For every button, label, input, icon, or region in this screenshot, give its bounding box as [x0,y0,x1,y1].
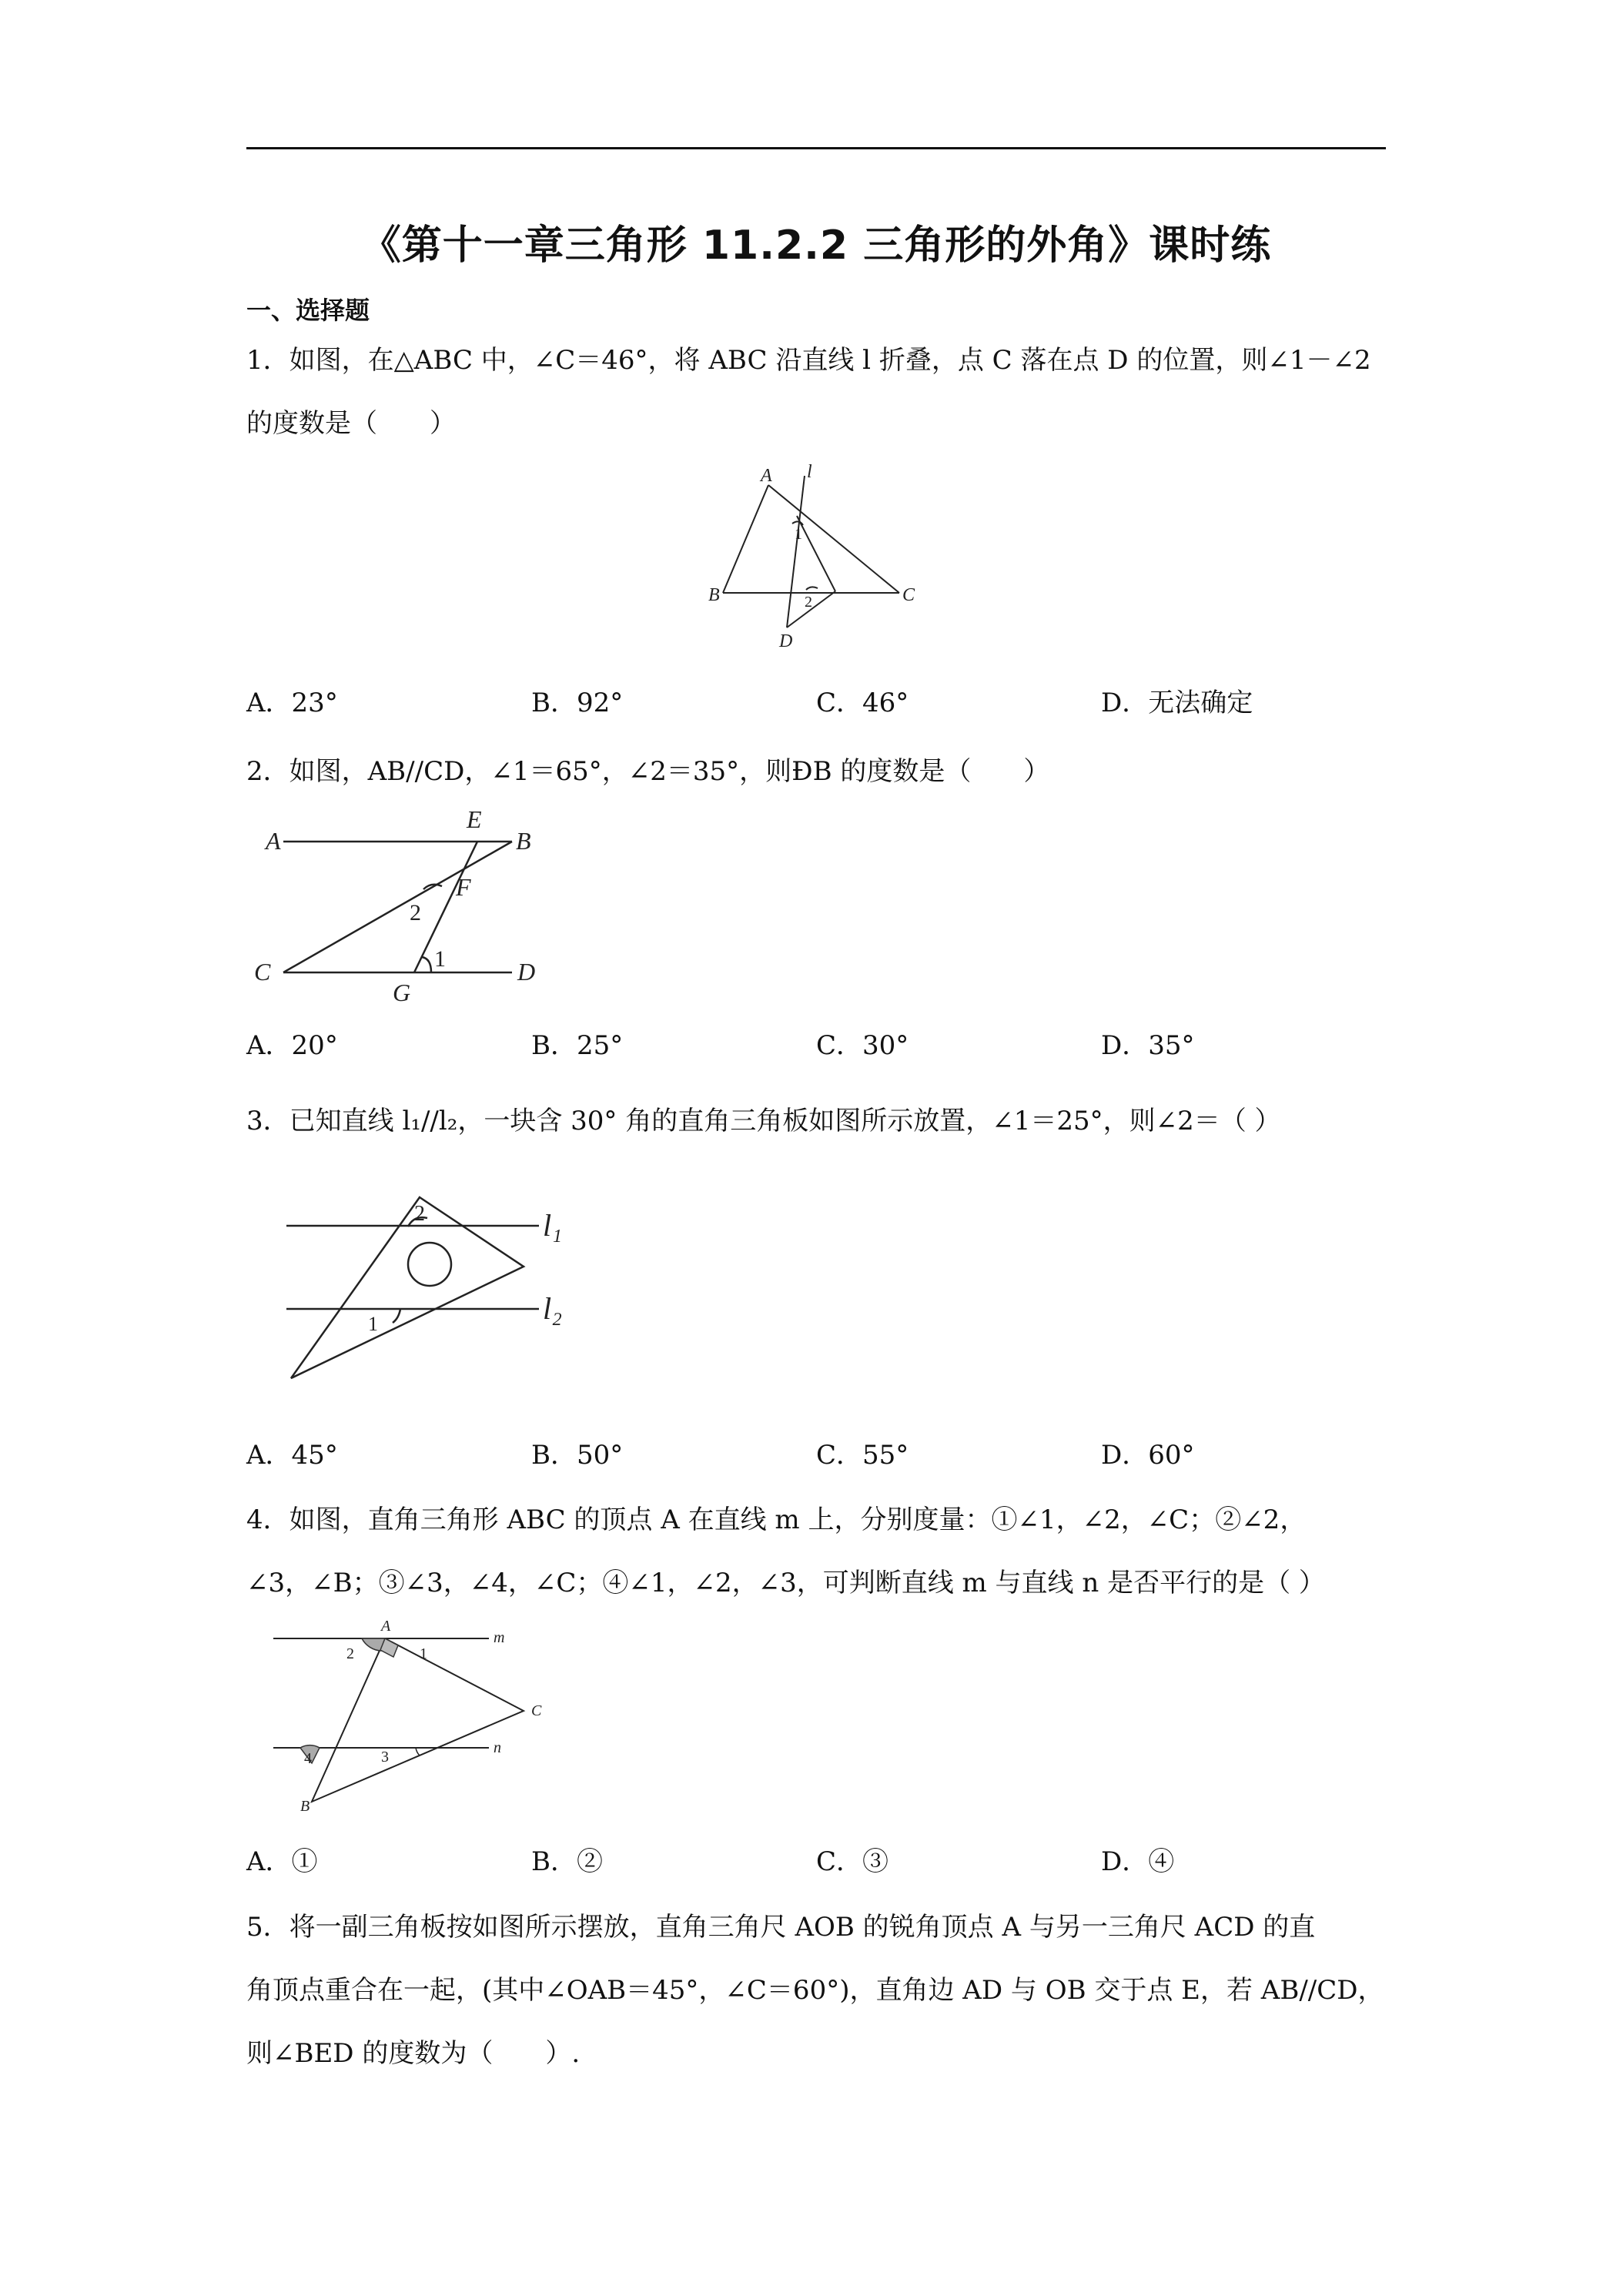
question-1-line-2: 的度数是（ ） [246,408,456,439]
q1-label-d: D [779,631,793,651]
question-2-line-1: 2．如图，AB//CD，∠1＝65°，∠2＝35°，则ÐB 的度数是（ ） [246,756,1050,787]
q3-option-c[interactable]: C．55° [816,1440,909,1471]
question-5-line-3: 则∠BED 的度数为（ ）. [246,2038,581,2069]
q1-label-l: l [807,462,812,482]
q4-option-a[interactable]: A．① [246,1846,318,1877]
q4-option-b[interactable]: B．② [531,1846,603,1877]
question-5-line-1: 5．将一副三角板按如图所示摆放，直角三角尺 AOB 的锐角顶点 A 与另一三角尺 ACD 的直 [246,1912,1316,1943]
q3-label-2: 2 [414,1202,425,1226]
q2-option-c[interactable]: C．30° [816,1030,909,1061]
q2-label-d: D [517,958,536,986]
question-3-line-1: 3．已知直线 l₁//l₂，一块含 30° 角的直角三角板如图所示放置，∠1＝25°，则∠2＝（ ） [246,1106,1281,1136]
q2-label-e: E [467,805,482,833]
q2-option-d[interactable]: D．35° [1101,1030,1195,1061]
q3-label-1: 1 [368,1313,378,1335]
q4-label-3: 3 [381,1749,389,1766]
q4-label-c: C [531,1702,542,1719]
q2-label-a: A [266,827,281,855]
q1-option-c[interactable]: C．46° [816,688,909,718]
header-rule [246,147,1386,149]
q3-label-l2: l₂ [543,1291,563,1326]
question-3-figure [277,1178,585,1386]
q2-label-2: 2 [410,900,421,925]
q2-label-1: 1 [434,946,446,972]
q4-label-n: n [494,1739,501,1756]
q3-label-l1: l₁ [543,1208,563,1243]
q3-option-b[interactable]: B．50° [531,1440,624,1471]
q2-label-f: F [456,873,471,901]
q4-label-4: 4 [304,1750,312,1767]
q1-option-d[interactable]: D．无法确定 [1101,688,1253,718]
q1-label-c: C [902,585,915,605]
q3-option-a[interactable]: A．45° [246,1440,338,1471]
q3-option-d[interactable]: D．60° [1101,1440,1195,1471]
q1-option-b[interactable]: B．92° [531,688,624,718]
q4-label-m: m [494,1629,505,1646]
q1-label-2: 2 [805,594,812,611]
q2-option-b[interactable]: B．25° [531,1030,624,1061]
q4-label-a: A [381,1618,391,1635]
q4-option-c[interactable]: C．③ [816,1846,889,1877]
question-4-line-1: 4．如图，直角三角形 ABC 的顶点 A 在直线 m 上，分别度量：①∠1，∠2，∠C；②∠2， [246,1504,1307,1535]
q2-label-g: G [393,979,411,1006]
question-5-line-2: 角顶点重合在一起，(其中∠OAB＝45°，∠C＝60°)，直角边 AD 与 OB 交于点 E，若 AB//CD， [246,1975,1384,2006]
section-heading: 一、选择题 [246,296,370,325]
question-4-line-2: ∠3，∠B；③∠3，∠4，∠C；④∠1，∠2，∠3，可判断直线 m 与直线 n 是否平行的是（ ） [246,1568,1325,1598]
q4-label-1: 1 [420,1645,427,1662]
q2-option-a[interactable]: A．20° [246,1030,338,1061]
q4-label-b: B [300,1798,310,1815]
q4-label-2: 2 [346,1645,354,1662]
page-title: 《第十一章三角形 11.2.2 三角形的外角》课时练 [360,223,1272,269]
question-4-figure [266,1617,574,1817]
question-1-line-1: 1．如图，在△ABC 中，∠C＝46°，将 ABC 沿直线 l 折叠，点 C 落在点 D 的位置，则∠1－∠2 [246,345,1371,376]
q2-label-c: C [254,958,271,986]
q1-label-b: B [708,585,720,605]
question-1-figure [708,462,932,654]
q1-label-a: A [761,466,772,486]
q1-label-1: 1 [795,526,802,543]
q2-label-b: B [516,827,531,855]
question-2-figure [246,805,554,1009]
q1-option-a[interactable]: A．23° [246,688,338,718]
q4-option-d[interactable]: D．④ [1101,1846,1175,1877]
